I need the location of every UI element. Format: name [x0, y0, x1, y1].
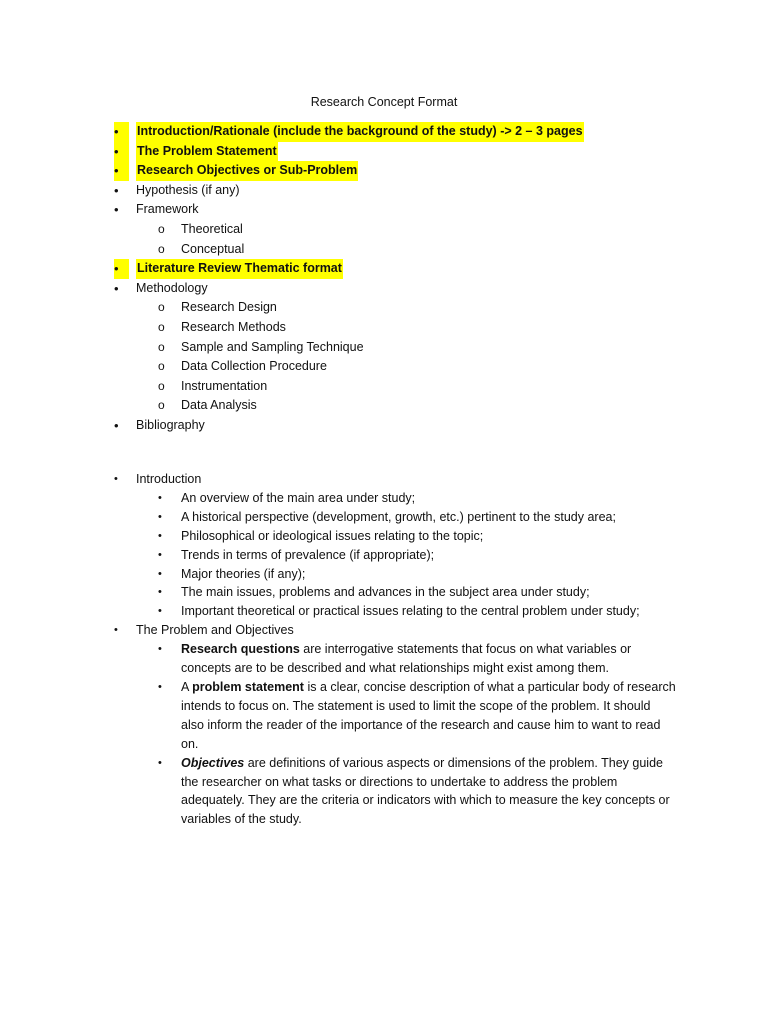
- bullet-icon: •: [114, 122, 129, 142]
- detail-subitem: [0, 678, 768, 754]
- bullet-icon: •: [158, 510, 162, 523]
- detail-subitem: [0, 565, 768, 584]
- bullet-icon: •: [114, 202, 119, 218]
- detail-item-text: [181, 602, 681, 621]
- outline-item-text: Literature Review Thematic format: [136, 259, 343, 279]
- outline-item-text: Theoretical: [181, 221, 243, 236]
- outline-item-text: Data Analysis: [181, 398, 257, 413]
- outline-item-text: Instrumentation: [181, 378, 268, 393]
- detail-item-text: [181, 527, 681, 546]
- lead-term: problem statement: [192, 679, 304, 694]
- detail-body-text: Introduction: [136, 472, 202, 486]
- detail-body-text: The Problem and Objectives: [136, 623, 294, 638]
- detail-body-text: Major theories (if any);: [181, 566, 306, 581]
- outline-item-text: Methodology: [136, 280, 208, 295]
- bullet-icon: •: [158, 491, 162, 504]
- bullet-icon: •: [158, 586, 162, 599]
- bullet-icon: •: [158, 680, 162, 693]
- bullet-icon: •: [114, 259, 129, 279]
- circle-bullet-icon: o: [158, 221, 165, 236]
- bullet-icon: •: [158, 605, 162, 618]
- detail-body-text: is a clear, concise description of what a particular body of research intends to focus on. The statement is used to limit the scope of the problem. It should also inform the reader of the importance of the research and cause him to want to read on.: [181, 679, 676, 751]
- detail-item-text: [181, 546, 681, 565]
- outline-item-text: Introduction/Rationale (include the background of the study) -> 2 – 3 pages: [136, 122, 584, 142]
- circle-bullet-icon: o: [158, 378, 165, 393]
- detail-body-text: A historical perspective (development, growth, etc.) pertinent to the study area;: [181, 509, 616, 524]
- bullet-icon: •: [158, 756, 162, 769]
- bullet-icon: •: [114, 280, 119, 296]
- detail-subitem: [0, 489, 768, 508]
- detail-body-text: An overview of the main area under study;: [181, 490, 416, 505]
- detail-body-text: are definitions of various aspects or dimensions of the problem. They guide the researcher on what tasks or directions to undertake to address the problem adequately. They are the criteria or indicators with which to measure the key concepts or variables of the study.: [181, 755, 670, 827]
- bullet-icon: •: [158, 643, 162, 656]
- detail-item-text: [181, 508, 681, 527]
- circle-bullet-icon: o: [158, 241, 165, 256]
- detail-item-text: [181, 678, 676, 754]
- outline-item-text: Bibliography: [136, 417, 205, 432]
- outline-item-text: Sample and Sampling Technique: [181, 339, 364, 354]
- detail-section-heading: [0, 470, 768, 489]
- bullet-icon: •: [114, 142, 129, 162]
- outline-item-text: Research Objectives or Sub-Problem: [136, 161, 358, 181]
- outline-item-text: Conceptual: [181, 241, 245, 256]
- circle-bullet-icon: o: [158, 319, 165, 334]
- bullet-icon: •: [158, 548, 162, 561]
- bullet-icon: •: [114, 182, 119, 198]
- detail-subitem: [0, 508, 768, 527]
- detail-subitem: [0, 640, 768, 678]
- detail-item-text: [136, 621, 676, 640]
- detail-subitem: [0, 754, 768, 830]
- detail-item-text: [136, 470, 676, 489]
- detail-section-heading: [0, 621, 768, 640]
- detail-item-text: [181, 583, 681, 602]
- detail-item-text: [181, 565, 681, 584]
- details-list: [0, 470, 768, 829]
- detail-item-text: [181, 640, 676, 678]
- lead-prefix: A: [181, 679, 193, 694]
- detail-subitem: [0, 602, 768, 621]
- bullet-icon: •: [158, 567, 162, 580]
- outline-item-text: Research Methods: [181, 319, 286, 334]
- detail-body-text: Important theoretical or practical issues relating to the central problem under study;: [181, 604, 640, 619]
- bullet-icon: •: [158, 529, 162, 542]
- circle-bullet-icon: o: [158, 359, 165, 374]
- bullet-icon: •: [114, 417, 119, 433]
- detail-item-text: [181, 754, 676, 830]
- detail-subitem: [0, 583, 768, 602]
- outline-item-text: Research Design: [181, 300, 277, 315]
- detail-body-text: The main issues, problems and advances in the subject area under study;: [181, 585, 590, 600]
- detail-body-text: are interrogative statements that focus on what variables or concepts are to be described and what relationships might exist among them.: [181, 642, 632, 676]
- bullet-icon: •: [114, 624, 118, 637]
- document-title: Research Concept Format: [310, 95, 458, 109]
- circle-bullet-icon: o: [158, 300, 165, 315]
- detail-subitem: [0, 546, 768, 565]
- outline-item-text: Hypothesis (if any): [136, 182, 240, 197]
- circle-bullet-icon: o: [158, 339, 165, 354]
- detail-body-text: Trends in terms of prevalence (if appropriate);: [181, 547, 435, 562]
- circle-bullet-icon: o: [158, 398, 165, 413]
- bullet-icon: •: [114, 473, 118, 485]
- outline-item-text: Framework: [136, 202, 199, 217]
- detail-body-text: Philosophical or ideological issues relating to the topic;: [181, 528, 484, 543]
- bullet-icon: •: [114, 161, 129, 181]
- lead-term: Research questions: [181, 642, 300, 657]
- outline-item-text: Data Collection Procedure: [181, 359, 327, 374]
- detail-item-text: [181, 489, 681, 508]
- outline-item-text: The Problem Statement: [136, 142, 278, 162]
- detail-subitem: [0, 527, 768, 546]
- lead-term: Objectives: [181, 755, 245, 770]
